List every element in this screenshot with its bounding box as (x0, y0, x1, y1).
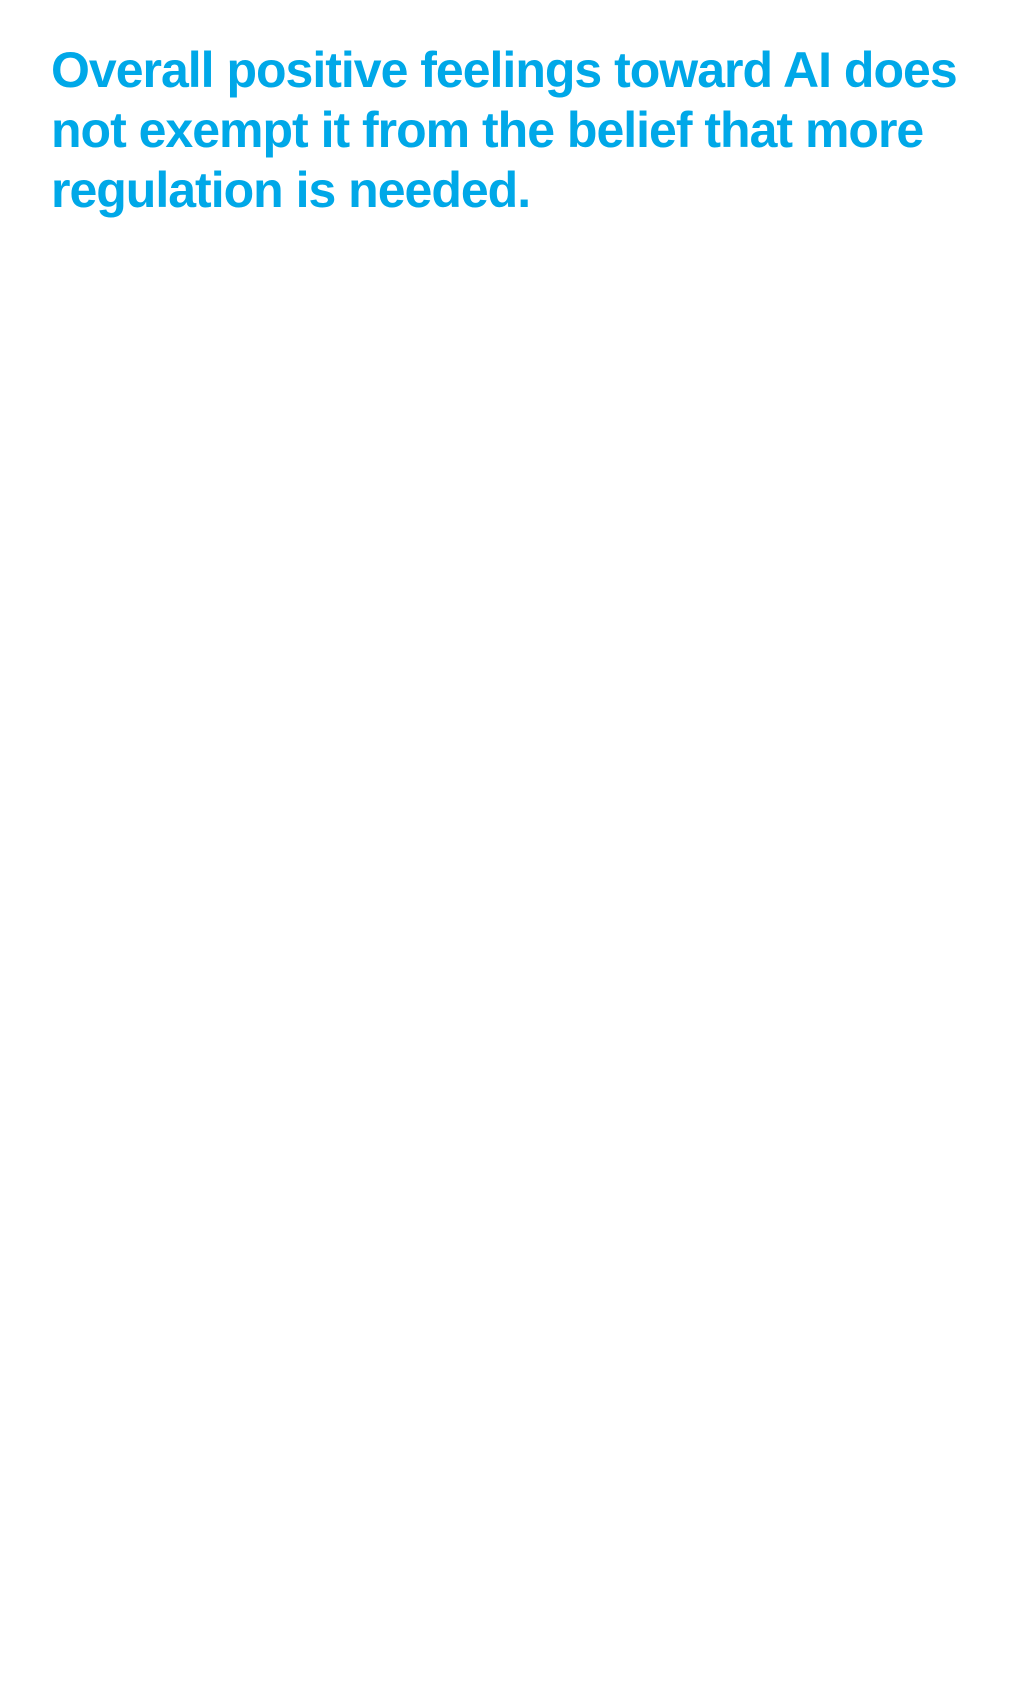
page-headline: Overall positive feelings toward AI does not exempt it from the belief that more regulation is needed. (51, 42, 957, 218)
